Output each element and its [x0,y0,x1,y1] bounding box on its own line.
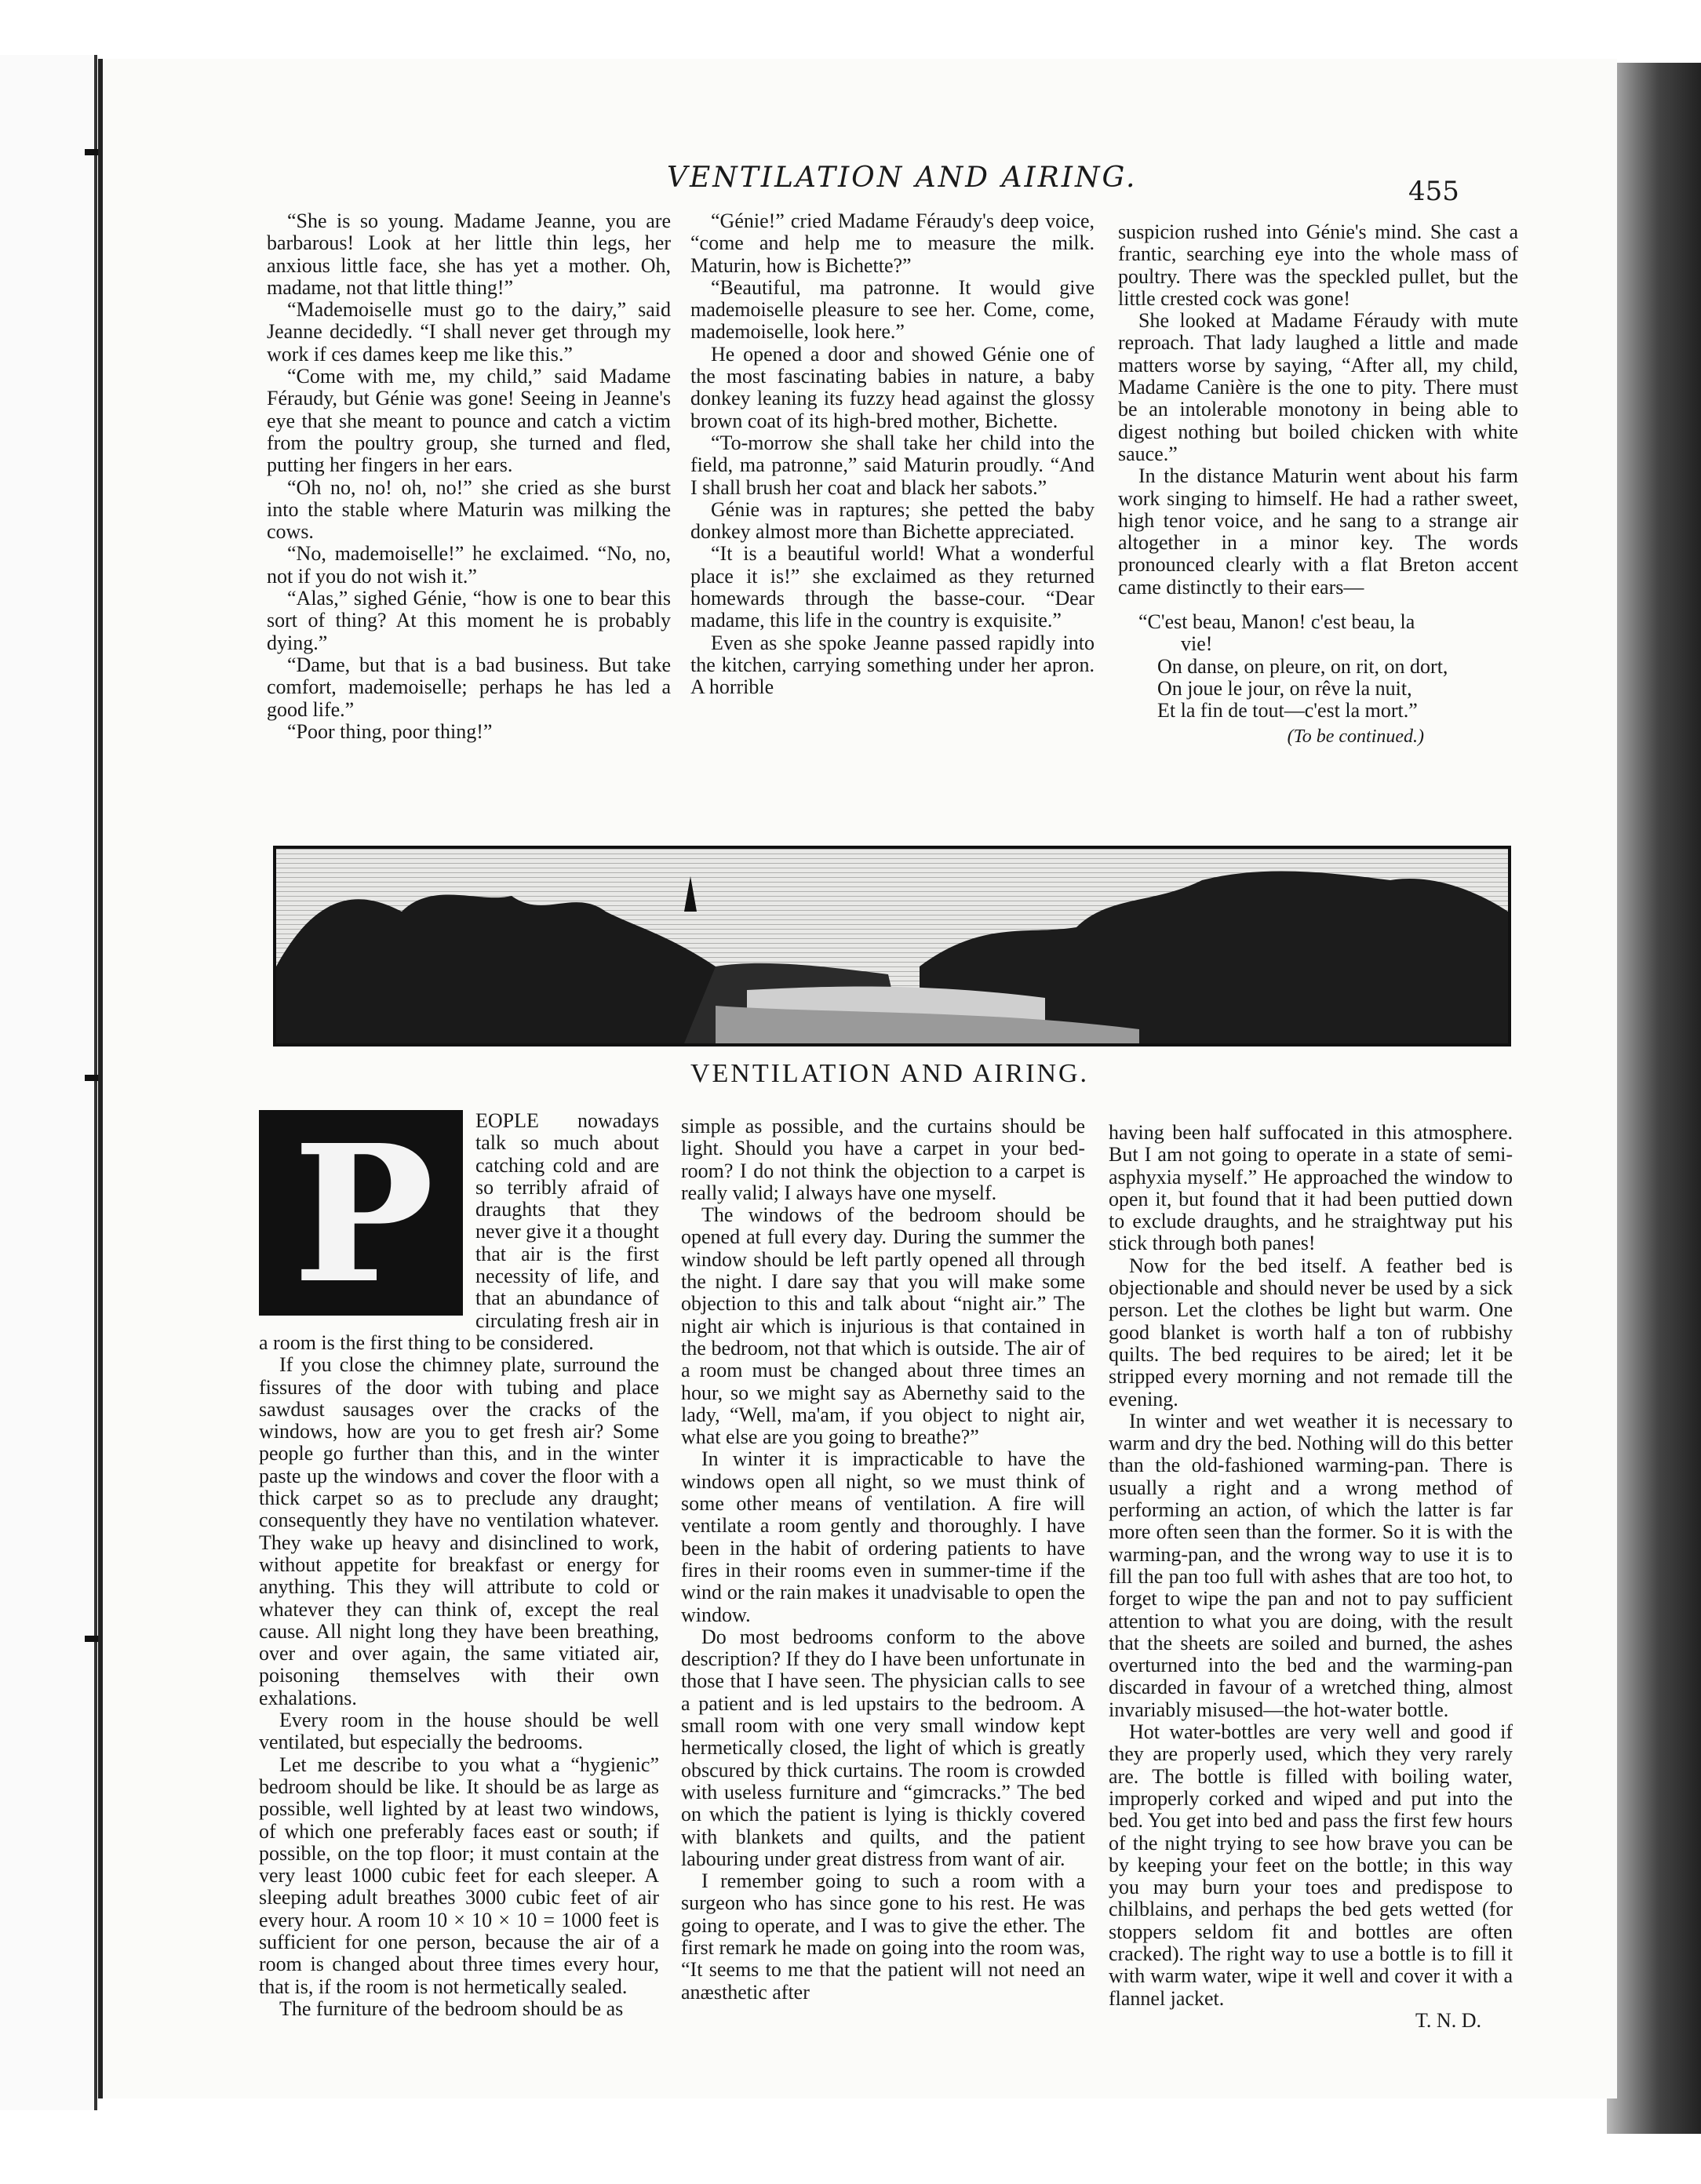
paragraph: Génie was in raptures; she petted the baby donkey almost more than Bichette appreciated. [690,497,1095,544]
verse-line: On danse, on pleure, on rit, on dort, [1157,654,1448,678]
paragraph: If you close the chimney plate, surround the fissures of the door with tubing and place sawdust sausages over the cracks of the windows, how are you to get fresh air? Some people go further than this, and in the winter paste up the windows and cover the floor with a thick carpet so as to preclude any draught; consequently they have no ventilation whatever. They wake up heavy and disinclined to work, without appetite for breakfast or energy for anything. This they will attribute to cold or whatever they can think of, except the real cause. All night long they have been breathing, over and over again, the same vitiated air, poisoning themselves with their own exhalations. [259,1353,659,1709]
paragraph-text: nowadays talk so much about catching cold and are so terribly afraid of draughts that they never give it a thought that air is the first necessity of life, and that an abundance of circulating fresh air in a room is the first thing to be considered. [259,1109,659,1354]
song-verse [1118,611,1518,722]
article-column-2 [681,1116,1085,2004]
verse-line: On joue le jour, on rêve la nuit, [1157,676,1412,700]
story-column-2 [690,210,1095,699]
article-column-1 [259,1104,659,2020]
paragraph: “Oh no, no! oh, no!” she cried as she burst into the stable where Maturin was milking the cows. [267,475,671,544]
article-column-3 [1109,1122,1513,2032]
verse-line: “C'est beau, Manon! c'est beau, la [1138,610,1415,634]
paragraph: The windows of the bedroom should be opened at full every day. During the summer the window should be left partly opened all through the night. I dare say that you will make some objection to this and talk about “night air.” The night air which is injurious is that contained in the bedroom, not that which is outside. The air of a room must be changed about three times an hour, so we might say as Abernethy said to the lady, “Well, ma'am, if you object to night air, what else are you going to breathe?” [681,1203,1085,1449]
paragraph: “Come with me, my child,” said Madame Féraudy, but Génie was gone! Seeing in Jeanne's eye that she meant to pounce and catch a victim from the poultry group, she turned and fled, putting her fingers in her ears. [267,365,671,477]
paragraph: He opened a door and showed Génie one of the most fascinating babies in nature, a baby donkey leaning its fuzzy head against the glossy brown coat of its high-bred mother, Bichette. [690,342,1095,432]
paragraph: In the distance Maturin went about his farm work singing to himself. He had a rather sweet, high tenor voice, and he sang to a strange air altogether in a minor key. The words pronounced clearly with a flat Breton accent came distinctly to their ears— [1118,464,1518,599]
verse-line: Et la fin de tout—c'est la mort.” [1157,699,1418,723]
paragraph: She looked at Madame Féraudy with mute reproach. That lady laughed a little and made matters worse by saying, “After all, my child, Madame Canière is the one to pity. There must be an intolerable monotony in being able to digest nothing but boiled chicken with white sauce.” [1118,309,1518,465]
river-landscape-engraving [276,849,1508,1043]
paragraph: Do most bedrooms conform to the above description? If they do I have been unfortunate in those that I have seen. The physician calls to see a patient and is led upstairs to the bedroom. A small room with one very small window kept hermetically closed, the light of which is greatly obscured by thick curtains. The room is crowded with useless furniture and “gimcracks.” The bed on which the patient is lying is thickly covered with blankets and quilts, and the patient labouring under great distress from want of air. [681,1625,1085,1870]
paragraph: Let me describe to you what a “hygienic” bedroom should be like. It should be as large as possible, well lighted by at least two windows, of which one preferably faces east or south; if possible, on the top floor; it must contain at the very least 1000 cubic feet for each sleeper. A sleeping adult breathes 3000 cubic feet of air every hour. A room 10 × 10 × 10 = 1000 feet is sufficient for one person, because the air of a room is changed about three times every hour, that is, if the room is not hermetically sealed. [259,1753,659,1998]
paragraph: “To-morrow she shall take her child into the field, ma patronne,” said Maturin proudly. “And I shall brush her coat and black her sabots.” [690,431,1095,499]
paragraph: I remember going to such a room with a surgeon who has since gone to his rest. He was going to operate, and I was to give the ether. The first remark he made on going into the room was, “It seems to me that the patient will not need an anæsthetic after [681,1869,1085,2004]
paragraph: simple as possible, and the curtains should be light. Should you have a carpet in your bed-room? I do not think the objection to a carpet is really valid; I always have one myself. [681,1115,1085,1204]
paragraph: Now for the bed itself. A feather bed is objectionable and should never be used by a sick person. Let the clothes be light but warm. One good blanket is worth half a ton of rubbishy quilts. The bed requires to be aired; let it be stripped every morning and not remade till the evening. [1109,1254,1513,1410]
paragraph: “Mademoiselle must go to the dairy,” said Jeanne decidedly. “I shall never get through my work if ces dames keep me like this.” [267,298,671,366]
paragraph: The furniture of the bedroom should be as [279,1997,624,2020]
article-title: VENTILATION AND AIRING. [690,1059,1090,1088]
first-word: EOPLE [475,1109,539,1132]
paragraph: In winter and wet weather it is necessary to warm and dry the bed. Nothing will do this better than the old-fashioned warming-pan. There is usually a right and a wrong method of performing an action, of which the latter is far more often seen than the former. So it is with the warming-pan, and the wrong way to use it is to fill the pan too full with ashes that are too hot, to forget to wipe the pan and not to pay sufficient attention to what you are doing, with the result that the sheets are soiled and burned, the ashes overturned into the bed and the warming-pan discarded in favour of a wretched thing, almost invariably misused—the hot-water bottle. [1109,1409,1513,1721]
author-signature: T. N. D. [1415,2008,1481,2032]
paragraph: “It is a beautiful world! What a wonderful place it is!” she exclaimed as they returned homewards through the basse-cour. “Dear madame, this life in the country is exquisite.” [690,542,1095,632]
story-column-3 [1118,221,1518,748]
paragraph: suspicion rushed into Génie's mind. She cast a frantic, searching eye into the whole mass of poultry. There was the speckled pullet, but the little crested cock was gone! [1118,220,1518,310]
running-head: VENTILATION AND AIRING. [667,162,1138,194]
paragraph: Even as she spoke Jeanne passed rapidly into the kitchen, carrying something under her apron. A horrible [690,631,1095,699]
paragraph: “No, mademoiselle!” he exclaimed. “No, no, not if you do not wish it.” [267,542,671,588]
verse-line: vie! [1181,632,1213,656]
paragraph: “Génie!” cried Madame Féraudy's deep voice, “come and help me to measure the milk. Maturin, how is Bichette?” [690,209,1095,277]
story-column-1 [267,210,671,743]
paragraph: Hot water-bottles are very well and good if they are properly used, which they very rarely are. The bottle is filled with boiling water, improperly corked and wiped and put into the bed. You get into bed and pass the first few hours of the night trying to see how brave you can be by keeping your feet on the bottle; in this way you may burn your toes and predispose to chilblains, and perhaps the bed gets wetted (for stoppers seldom fit and bottles are often cracked). The right way to use a bottle is to fill it with warm water, wipe it well and cover it with a flannel jacket. [1109,1720,1513,2010]
book-spine [1607,63,1701,2134]
ornamental-initial-dropcap [259,1104,463,1325]
paragraph: “Poor thing, poor thing!” [287,719,493,743]
landscape-vignette-illustration [273,846,1511,1046]
page-number: 455 [1408,176,1459,207]
paragraph: “Beautiful, ma patronne. It would give mademoiselle pleasure to see her. Come, come, mademoiselle, look here.” [690,275,1095,344]
dropcap-letter: P [293,1104,435,1325]
to-be-continued: (To be continued.) [1287,726,1424,747]
paragraph: Every room in the house should be well ventilated, but especially the bedrooms. [259,1709,659,1754]
paragraph: “Alas,” sighed Génie, “how is one to bear this sort of thing? At this moment he is probably dying.” [267,587,671,654]
paragraph: “Dame, but that is a bad business. But take comfort, mademoiselle; perhaps he has led a good life.” [267,653,671,721]
paragraph: having been half suffocated in this atmosphere. But I am not going to operate in a state of semi-asphyxia myself.” He approached the window to open it, but found that it had been puttied down to exclude draughts, and he straightway put his stick through both panes! [1109,1121,1513,1255]
paragraph: In winter it is impracticable to have the windows open all night, so we must think of some other means of ventilation. A fire will ventilate a room gently and thoroughly. I have been in the habit of ordering patients to have fires in their rooms even in summer-time if the wind or the rain makes it unadvisable to open the window. [681,1447,1085,1626]
paragraph: “She is so young. Madame Jeanne, you are barbarous! Look at her little thin legs, her anxious little face, she has yet a mother. Oh, madame, not that little thing!” [267,209,671,299]
